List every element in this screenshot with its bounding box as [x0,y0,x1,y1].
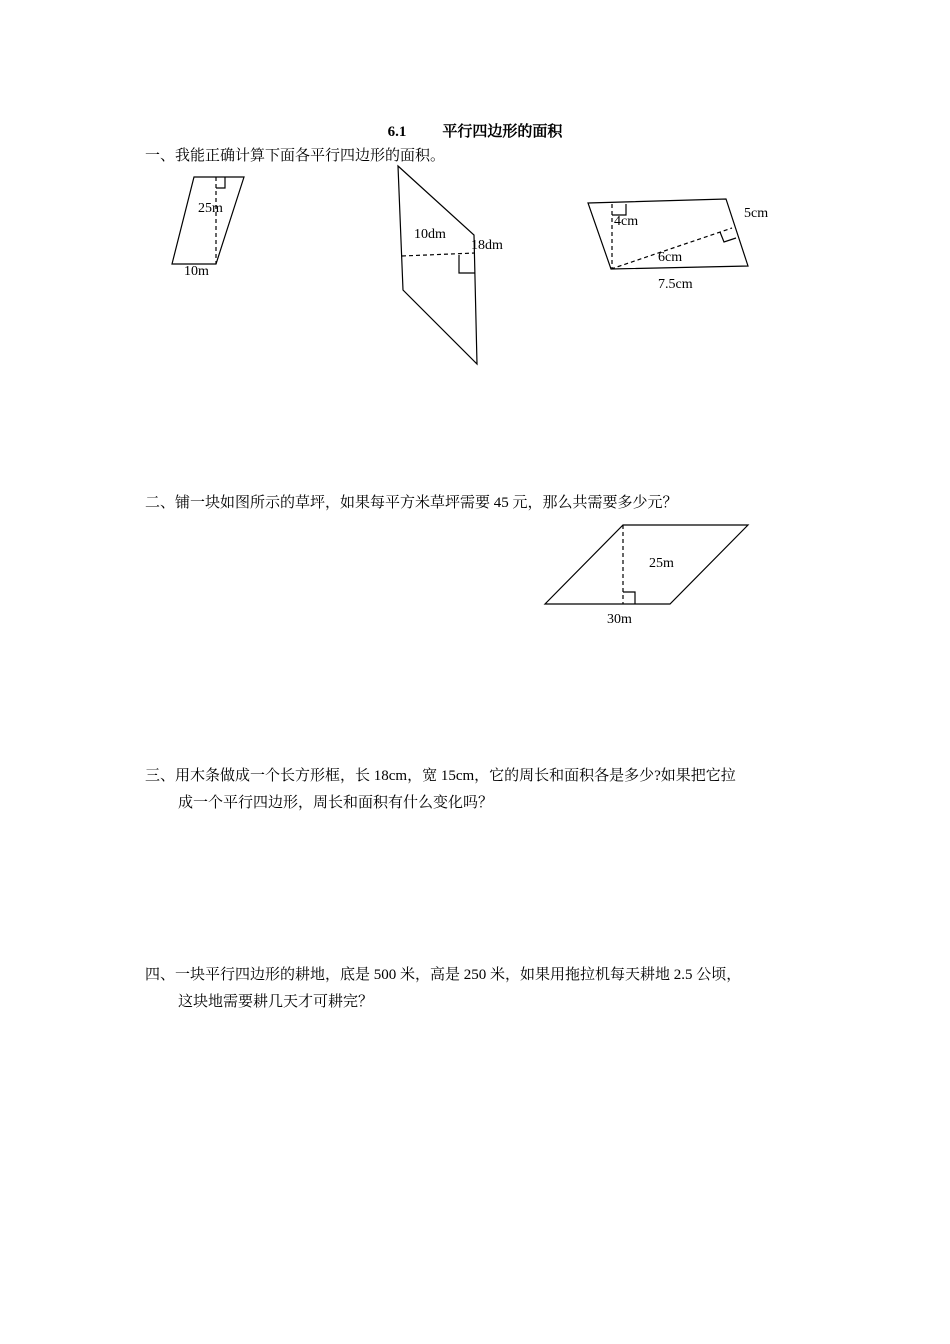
q2-height-label: 25m [649,556,674,571]
fig-c-height-b-label: 6cm [658,250,683,265]
question-2: 二、铺一块如图所示的草坪，如果每平方米草坪需要 45 元，那么共需要多少元？ [145,495,678,511]
fig-c-height-a-label: 4cm [614,214,639,229]
fig-a-height-label: 25m [198,201,223,216]
question-3-line-1: 三、用木条做成一个长方形框，长 18cm，宽 15cm，它的周长和面积各是多少?如果把它拉 [145,768,736,784]
question-1: 一、我能正确计算下面各平行四边形的面积。 [145,148,446,164]
fig-b-side-label: 18dm [471,238,503,253]
title-number: 6.1 [387,124,407,140]
fig-a-base-label: 10m [184,264,209,279]
q1-parallelogram-a [172,177,244,264]
question-4-line-2: 这块地需要耕几天才可耕完？ [178,994,374,1010]
fig-c-base-label: 7.5cm [658,277,693,292]
question-3-line-2: 成一个平行四边形，周长和面积有什么变化吗？ [178,795,494,811]
title-text: 平行四边形的面积 [442,124,563,140]
question-4-line-1: 四、一块平行四边形的耕地，底是 500 米，高是 250 米，如果用拖拉机每天耕地 2.5 公顷， [145,967,742,983]
q2-parallelogram [545,525,748,604]
q2-base-label: 30m [607,612,632,627]
fig-b-height-label: 10dm [414,227,446,242]
fig-c-side-label: 5cm [744,206,769,221]
q1-parallelogram-b [398,166,477,364]
